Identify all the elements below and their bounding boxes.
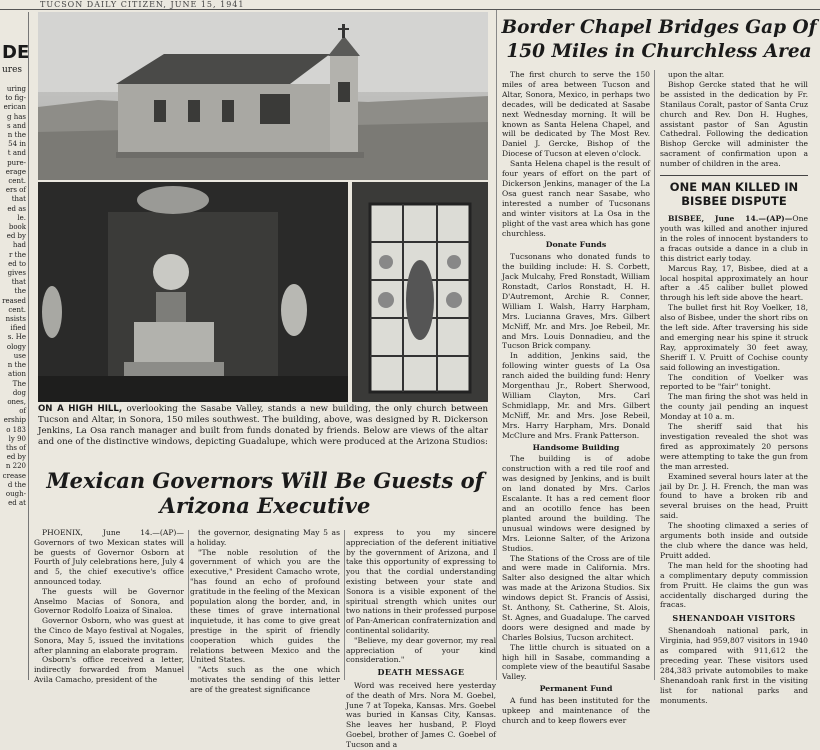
mexican-paragraph: express to you my sincere appreciation of the deferent initiative by the government of Arizona, and I take this opportunity of expressing to you that the cordial understanding existing between your state and Sonora is a visible exponent of the spiritual strength which unites our two nations in their professed purpose of Pan-American confraternization and continental solidarity. — [346, 528, 496, 635]
mexican-paragraph: the governor, designating May 5 as a holiday. — [190, 528, 340, 547]
left-line: t and — [7, 149, 26, 158]
left-lines — [0, 85, 28, 508]
left-subhead: ures — [2, 65, 23, 75]
left-line: ones, — [7, 397, 26, 406]
col-rule — [496, 10, 497, 680]
col-rule — [654, 70, 655, 680]
border-paragraph: upon the altar. — [668, 70, 725, 79]
mexican-paragraph: "The noble resolution of the government of which you are the executive," President Camacho wrote, "has found an echo of profound gratitude in the feeling of the Mexican population along the border, and, in these times of grave international inquietude, it has come to give great prestige in the spirit of friendly cooperation which guides the relations between Mexico and the United States. — [190, 547, 340, 665]
left-line: o 183 — [6, 425, 26, 434]
left-line: use — [13, 351, 26, 360]
photo-area — [38, 12, 488, 402]
mexican-headline: Mexican Governors Will Be Guests of Arizona Executive — [46, 468, 484, 518]
mexican-story — [34, 528, 496, 749]
border-chapel-headline: Border Chapel Bridges Gap Of 150 Miles in Churchless Area — [501, 17, 817, 62]
caption-lead: ON A HIGH HILL, — [38, 404, 123, 414]
left-line: ed to — [8, 259, 26, 268]
donate-funds-subhead: Donate Funds — [545, 240, 607, 250]
permanent-fund-subhead: Permanent Fund — [539, 684, 613, 694]
donate-paragraph: Tucsonans who donated funds to the building include: H. S. Corbett, Jack Mulcahy, Fred Ronstadt, William Ronstadt, Carlos Ronstadt, H. H. D'Autremont, Archie R. Conner, William I. Walsh, Harry Harpham, Mrs. Lucianna Graves, Mrs. Gilbert McNiff, Mr. and Mrs. Joe Rebeil, Mr. and Mrs. Louis Donnadieu, and the Tucson Brick company. — [502, 252, 650, 351]
mexican-paragraph: "Believe, my dear governor, my real appreciation of your kind consideration." — [346, 635, 496, 665]
photo-caption — [38, 404, 488, 448]
left-line: gives — [7, 269, 26, 278]
left-line: n 220 — [5, 462, 26, 471]
left-line: erican — [3, 103, 26, 112]
chapel-photo-illustration — [38, 12, 488, 180]
shenandoah-heading: SHENANDOAH VISITORS — [672, 613, 796, 624]
left-line: erage — [5, 167, 26, 176]
left-line: nsists — [5, 315, 26, 324]
bisbee-paragraph: The shooting climaxed a series of arguments both inside and outside the club where the dance was held, Pruitt added. — [660, 521, 808, 560]
right-block — [500, 12, 820, 725]
handsome-building-subhead: Handsome Building — [532, 442, 620, 452]
left-line: crease — [2, 471, 26, 480]
handsome-paragraph: The building is of adobe construction with a red tile roof and was designed by Jenkins, and is built on land donated by Mrs. Carlos Escalante. It has a red cement floor and an ocotillo fence has been planted around the building. The unusual windows were designed by Mrs. Leionne Salter, of the Arizona Studios. — [502, 454, 650, 553]
chapel-photo — [38, 12, 488, 180]
left-line: book — [8, 223, 26, 232]
mexican-col-3 — [346, 528, 496, 749]
window-photo-illustration — [352, 182, 488, 402]
bisbee-paragraph: The condition of Voelker was reported to be "fair" tonight. — [660, 372, 808, 392]
left-line: r the — [8, 250, 26, 259]
bisbee-lead-paragraph — [660, 214, 808, 264]
altar-photo — [38, 182, 348, 402]
bisbee-paragraph: Marcus Ray, 17, Bisbee, died at a local hospital approximately an hour after a .45 caliber bullet plowed through his left side above the heart. — [660, 263, 808, 303]
bisbee-paragraph: The man firing the shot was held in the county jail pending an inquest Monday at 10 a. m. — [660, 392, 808, 422]
window-photo — [352, 182, 488, 402]
bisbee-paragraph: Examined several hours later at the jail by Dr. J. H. French, the man was found to have a broken rib and several bruises on the head, Pruitt said. — [660, 471, 808, 521]
left-line: that — [11, 195, 26, 204]
bisbee-headline: ONE MAN KILLED IN BISBEE DISPUTE — [660, 175, 808, 208]
mexican-col-2 — [190, 528, 340, 694]
border-col-1 — [502, 70, 650, 725]
left-line: s and — [7, 121, 26, 130]
border-col-2 — [660, 70, 808, 705]
bisbee-dateline: BISBEE, June 14.—(AP)— — [668, 214, 793, 224]
left-line: ly 90 — [8, 434, 26, 443]
left-line: ers of — [5, 186, 26, 195]
left-line: ed as — [7, 204, 26, 213]
left-line: ership — [3, 416, 26, 425]
bisbee-lead-text: One youth was killed and another injured in the roles of innocent bystanders to a fracas outside a dance in a club in this district early today. — [660, 214, 808, 263]
left-line: d the — [7, 480, 26, 489]
permanent-paragraph: A fund has been instituted for the upkeep and maintenance of the church and to keep flowers ever — [502, 696, 650, 725]
border-paragraph: The first church to serve the 150 miles of area between Tucson and Altar, Sonora, Mexico, in perhaps two decades, will be dedicated at Sasabe next Wednesday morning. It will be known as Santa Helena Chapel, and will be dedicated by The Most Rev. Daniel J. Gercke, Bishop of the Diocese of Tucson at eleven o'clock. — [502, 70, 650, 159]
shenandoah-paragraph: Shenandoah national park, in Virginia, had 959,807 visitors in 1940 as compared with 911,612 the preceding year. These visitors used 284,383 private automobiles to make Shenandoah rank first in the visiting list for national parks and monuments. — [660, 626, 808, 705]
left-line: n the — [7, 361, 26, 370]
left-line: s. He — [7, 333, 26, 342]
left-line: ed by — [6, 453, 26, 462]
handsome-paragraph: The Stations of the Cross are of tile and were made in California. Mrs. Salter also designed the altar which was made at the Arizona Studios. Six windows depict St. Francis of Assisi, St. Anthony, St. Catherine, St. Alois, St. Agnes, and Guadalupe. The carved doors were designed and made by Charles Bolsius, Tucson architect. — [502, 553, 650, 642]
left-line: cent. — [8, 305, 26, 314]
left-line: The — [12, 379, 26, 388]
donate-paragraph: In addition, Jenkins said, the following winter guests of La Osa ranch aided the building fund: Henry Morgenthau Jr., Robert Sherwood, William Clayton, Mrs. Carl Schmidlapp, Mr. and Mrs. Gilbert McNiff, Mr. and Mrs. Jose Rebeil, Mrs. Harry Harpham, Mrs. Donald McClure and Mrs. Frank Patterson. — [502, 351, 650, 440]
border-paragraph: Bishop Gercke stated that he will be assisted in the dedication by Fr. Stanilaus Coralt, pastor of Santa Cruz church and Rev. Don H. Hughes, assistant pastor of San Agustin Cathedral. Following the dedication Bishop Gercke will administer the sacrament of confirmation upon a number of children in the area. — [660, 79, 808, 169]
left-line: the — [14, 287, 26, 296]
left-line: to fig- — [5, 94, 26, 103]
left-line: of — [19, 407, 26, 416]
mexican-paragraph: The guests will be Governor Anselmo Macias of Sonora, and Governor Rodolfo Loaiza of Sinaloa. — [34, 586, 184, 616]
death-message-paragraph: Word was received here yesterday of the death of Mrs. Nora M. Goebel, June 7 at Topeka, Kansas. Mrs. Goebel was buried in Kansas City, Kansas. She leaves her husband, P. Floyd Goebel, brother of James C. Goebel of Tucson and a — [346, 680, 496, 749]
masthead: TUCSON DAILY CITIZEN, JUNE 15, 1941 — [40, 0, 245, 9]
left-line: that — [11, 278, 26, 287]
bisbee-paragraph: The sheriff said that his investigation revealed the shot was fired as approximately 20 persons were attempting to take the gun from the man arrested. — [660, 422, 808, 471]
top-rule — [0, 9, 820, 10]
bisbee-paragraph: The man held for the shooting had a complimentary deputy commission from Pruitt. He claims the gun was accidentally discharged during the fracas. — [660, 560, 808, 610]
border-paragraph: Santa Helena chapel is the result of four years of effort on the part of Dickerson Jenkins, manager of the La Osa guest ranch near Sasabe, who interested a number of Tucsonans and winter visitors at La Osa in the plight of the vast area which has gone churchless. — [502, 159, 650, 238]
left-line: ough- — [5, 489, 26, 498]
left-line: had — [12, 241, 26, 250]
mexican-paragraph: Governor Osborn, who was guest at the Cinco de Mayo festival at Nogales, Sonora, May 5, issued the invitations after planning an elaborate program. — [34, 616, 184, 655]
left-line: ed at — [8, 499, 26, 508]
left-line: dog — [12, 388, 26, 397]
left-headline: DE — [2, 42, 30, 63]
left-line: reased — [2, 296, 26, 305]
left-line: n the — [7, 131, 26, 140]
altar-photo-illustration — [38, 182, 348, 402]
left-line: le. — [17, 213, 26, 222]
mexican-paragraph: Osborn's office received a letter, indirectly forwarded from Manuel Avila Camacho, president of the — [34, 655, 184, 684]
mexican-col-1 — [34, 528, 184, 684]
death-message-heading: DEATH MESSAGE — [377, 667, 465, 678]
bisbee-paragraph: The bullet first hit Roy Voelker, 18, also of Bisbee, under the short ribs on the left side. After traversing his side and emerging near his spine it struck Ray, approximately 30 feet away, Sheriff I. V. Pruitt of Cochise county said following an investigation. — [660, 303, 808, 372]
left-line: ed by — [6, 232, 26, 241]
left-line: ology — [6, 342, 26, 351]
left-line: 54 in — [8, 140, 26, 149]
left-line: ified — [10, 324, 26, 333]
handsome-paragraph: The little church is situated on a high hill in Sasabe, commanding a complete view of the beautiful Sasabe Valley. — [502, 642, 650, 682]
left-line: pure- — [7, 158, 26, 167]
mexican-paragraph: PHOENIX, June 14.—(AP)—Governors of two Mexican states will be guests of Governor Osborn at Fourth of July celebrations here, July 4 and 5, the chief executive's office announced today. — [34, 528, 184, 586]
left-line: uring — [6, 85, 26, 93]
mexican-paragraph: "Acts such as the one which motivates the sending of this letter are of the greatest significance — [190, 665, 340, 694]
col-rule — [188, 530, 189, 680]
left-column — [0, 12, 29, 680]
left-line: ation — [8, 370, 26, 379]
left-line: cent. — [8, 177, 26, 186]
caption-text: overlooking the Sasabe Valley, stands a new building, the only church between Tucson and Altar, in Sonora, 150 miles southwest. The building, above, was designed by R. Dickerson Jenkins, La Osa ranch manager and built from funds donated by friends. Below are views of the altar and one of the distinctive windows, depicting Guadalupe, which were produced at the Arizona Studios: — [38, 404, 488, 447]
left-line: ths of — [6, 443, 26, 452]
col-rule — [344, 530, 345, 680]
left-line: g has — [7, 112, 26, 121]
